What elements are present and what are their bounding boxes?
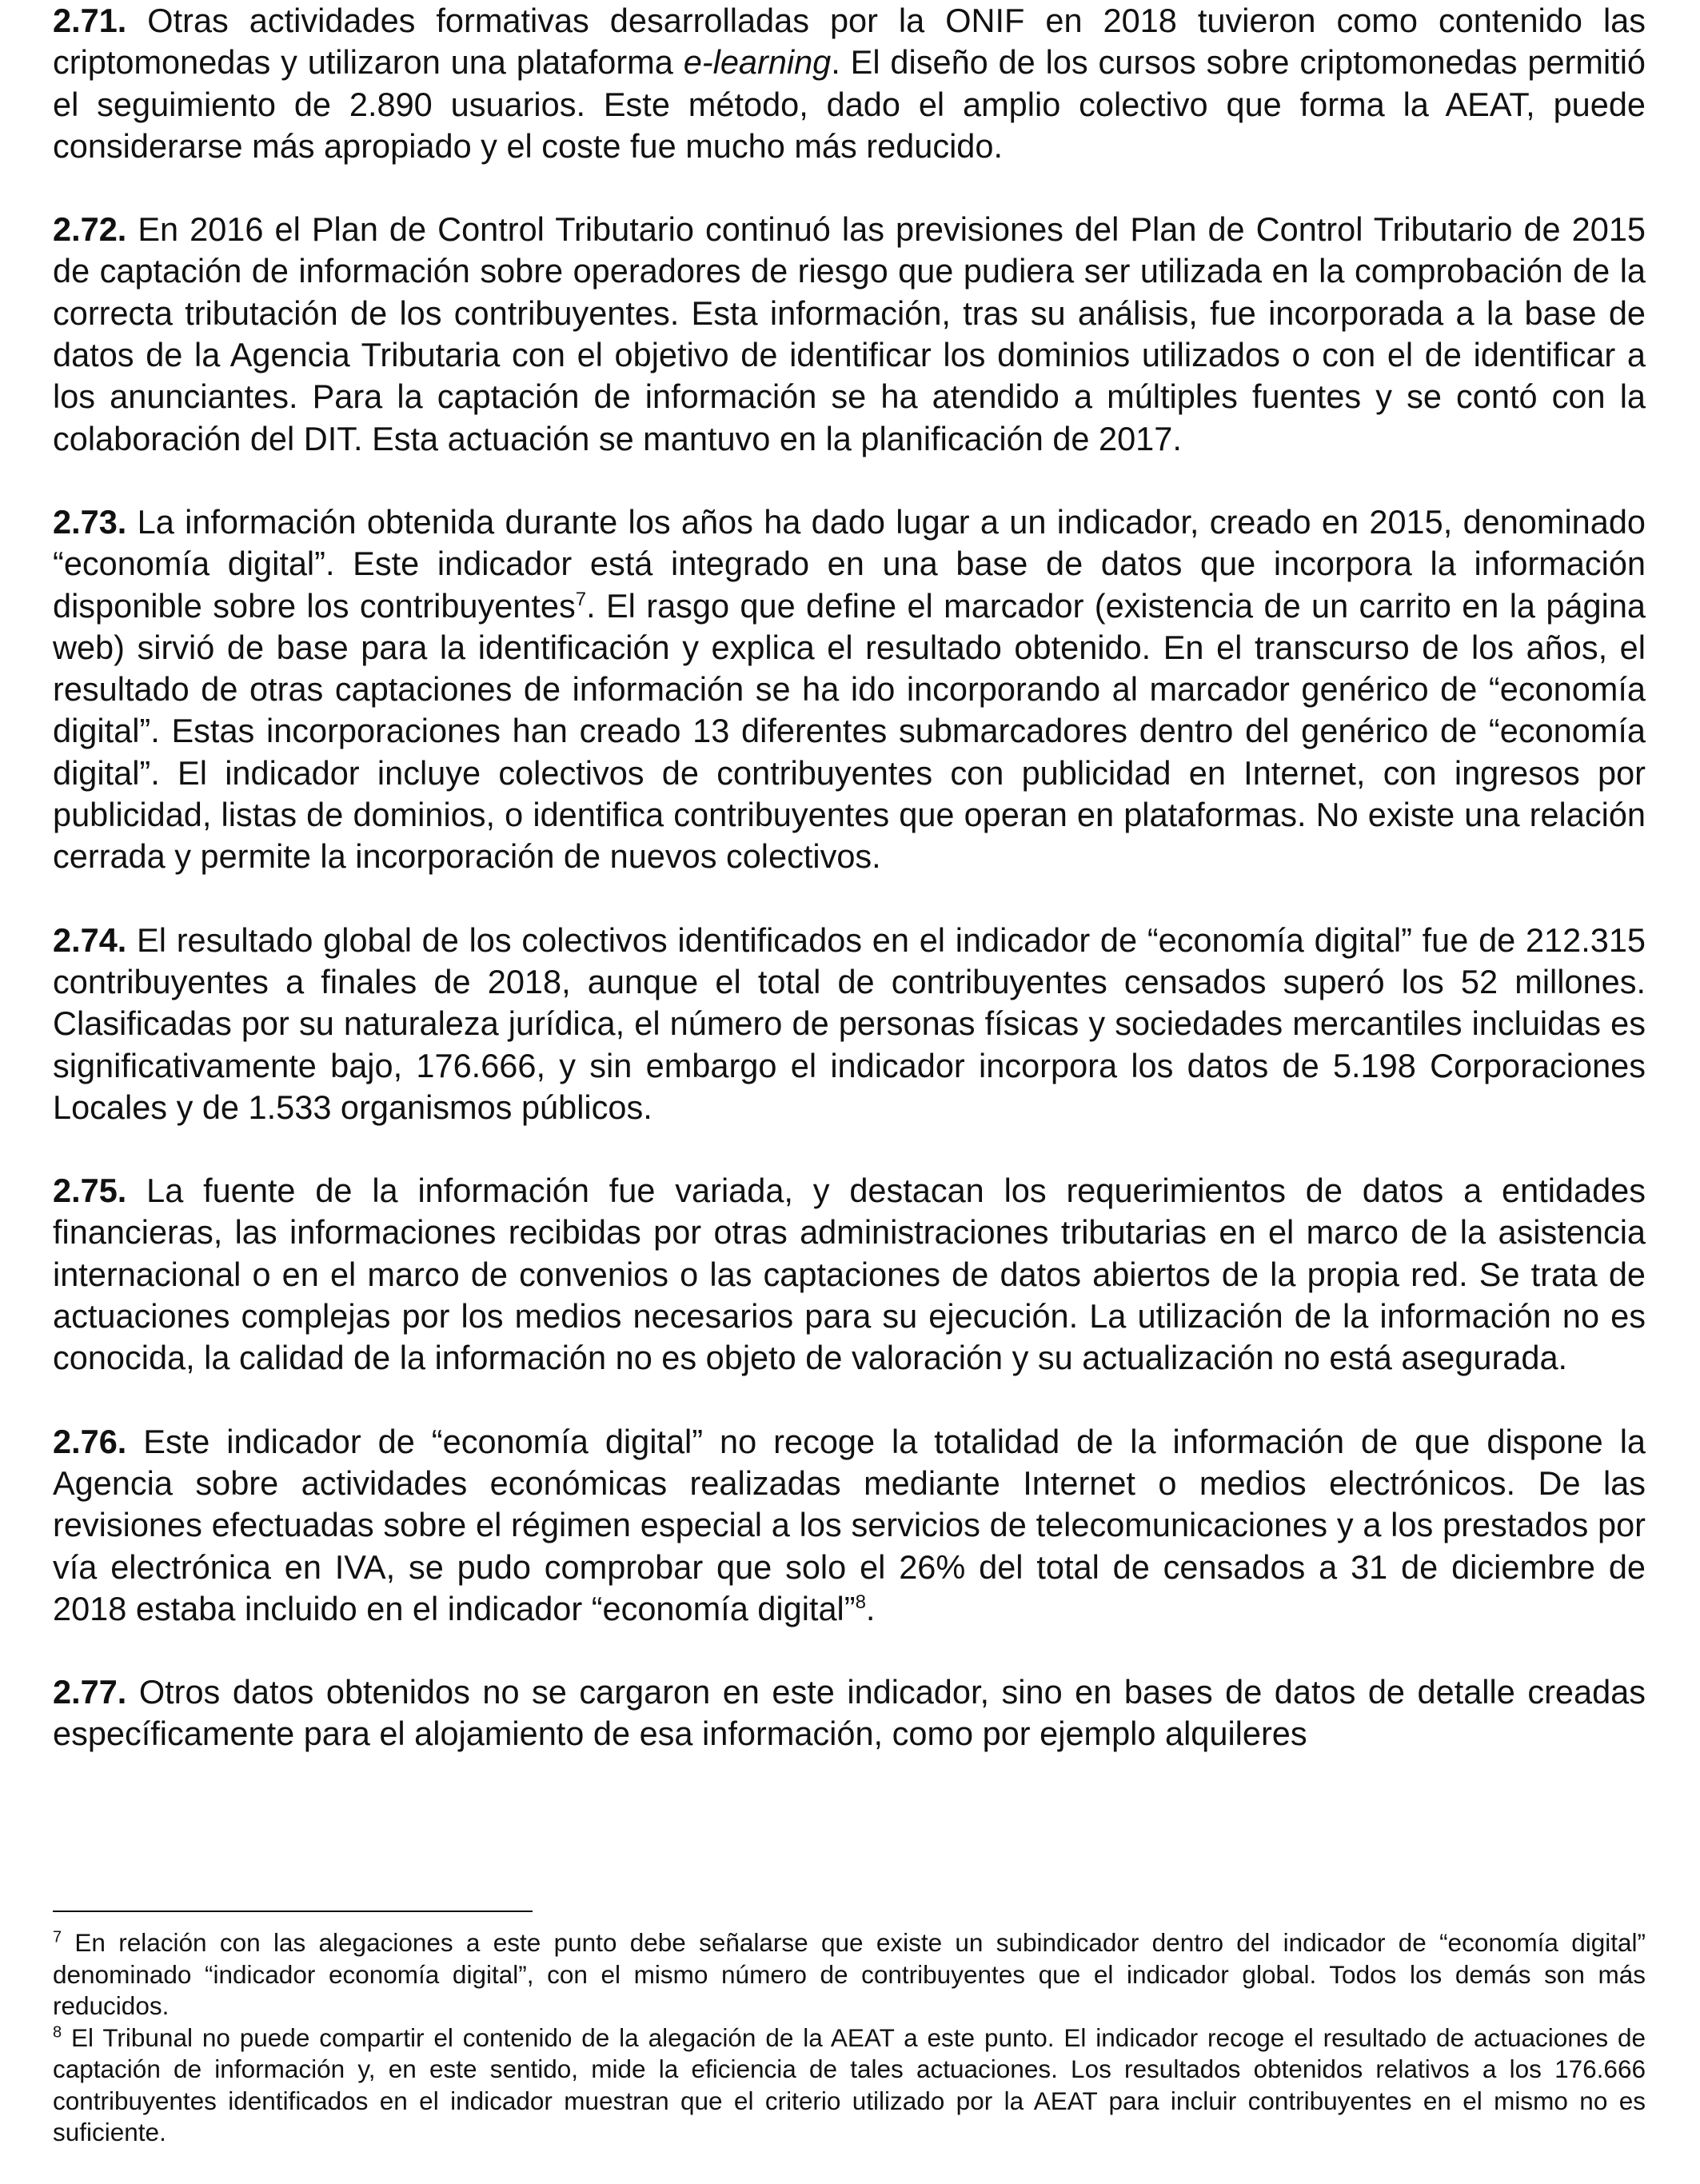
- paragraph-text: Otras actividades formativas desarrolladas por la ONIF en 2018 tuvieron como contenido las criptomonedas y utilizaron una plataforma: [53, 2, 1646, 82]
- paragraph-2-76: [53, 1421, 1646, 1630]
- paragraph-number: 2.73.: [53, 502, 127, 541]
- paragraph-text: Este indicador de “economía digital” no recoge la totalidad de la información de que dispone la Agencia sobre actividades económicas realizadas mediante Internet o medios electrónicos. De las revisiones efectuadas sobre el régimen especial a los servicios de telecomunicaciones y a los prestados por vía electrónica en IVA, se pudo comprobar que solo el 26% del total de censados a 31 de diciembre de 2018 estaba incluido en el indicador “economía digital”: [53, 1422, 1646, 1627]
- footnote-mark: 8: [53, 2023, 62, 2041]
- paragraph-text: El resultado global de los colectivos identificados en el indicador de “economía digital” fue de 212.315 contribuyentes a finales de 2018, aunque el total de contribuyentes censados superó los 52 millones. Clasificadas por su naturaleza jurídica, el número de personas físicas y sociedades mercantiles incluidas es significativamente bajo, 176.666, y sin embargo el indicador incorpora los datos de 5.198 Corporaciones Locales y de 1.533 organismos públicos.: [53, 920, 1646, 1126]
- footnote-mark: 7: [53, 1928, 62, 1946]
- footnote-text: El Tribunal no puede compartir el contenido de la alegación de la AEAT a este punto. El indicador recoge el resultado de actuaciones de captación de información y, en este sentido, mide la eficiencia de tales actuaciones. Los resultados obtenidos relativos a los 176.666 contribuyentes identificados en el indicador muestran que el criterio utilizado por la AEAT para incluir contribuyentes en el mismo no es suficiente.: [53, 2022, 1646, 2146]
- paragraph-2-73: [53, 501, 1646, 878]
- paragraph-text: Otros datos obtenidos no se cargaron en este indicador, sino en bases de datos de detalle creadas específicamente para el alojamiento de esa información, como por ejemplo alquileres: [53, 1673, 1646, 1753]
- paragraph-2-74: [53, 920, 1646, 1128]
- paragraph-number: 2.74.: [53, 920, 127, 959]
- paragraph-number: 2.72.: [53, 210, 127, 249]
- paragraph-2-75: [53, 1170, 1646, 1379]
- footnote-ref-7[interactable]: 7: [575, 588, 587, 610]
- footnote-separator: [53, 1911, 533, 1912]
- paragraph-2-77: [53, 1671, 1646, 1755]
- paragraph-text: La fuente de la información fue variada, y destacan los requerimientos de datos a entidades financieras, las informaciones recibidas por otras administraciones tributarias en el marco de la asistencia internacional o en el marco de convenios o las captaciones de datos abiertos de la propia red. Se trata de actuaciones complejas por los medios necesarios para su ejecución. La utilización de la información no es conocida, la calidad de la información no es objeto de valoración y su actualización no está asegurada.: [53, 1172, 1646, 1377]
- paragraph-text: En 2016 el Plan de Control Tributario continuó las previsiones del Plan de Control Tributario de 2015 de captación de información sobre operadores de riesgo que pudiera ser utilizada en la comprobación de la correcta tributación de los contribuyentes. Esta información, tras su análisis, fue incorporada a la base de datos de la Agencia Tributaria con el objetivo de identificar los dominios utilizados o con el de identificar a los anunciantes. Para la captación de información se ha atendido a múltiples fuentes y se contó con la colaboración del DIT. Esta actuación se mantuvo en la planificación de 2017.: [53, 210, 1646, 457]
- document-body: [53, 0, 1646, 1755]
- paragraph-text: La información obtenida durante los años ha dado lugar a un indicador, creado en 2015, denominado “economía digital”. Este indicador está integrado en una base de datos que incorpora la información disponible sobre los contribuyentes: [53, 502, 1646, 625]
- paragraph-number: 2.71.: [53, 2, 127, 39]
- paragraph-text: .: [865, 1589, 876, 1627]
- paragraph-2-72: [53, 209, 1646, 460]
- footnote-7: [53, 1927, 1646, 2022]
- footnotes-section: [53, 1927, 1646, 2149]
- paragraph-number: 2.77.: [53, 1673, 127, 1711]
- paragraph-text: . El diseño de los cursos sobre criptomonedas permitió el seguimiento de 2.890 usuarios. Este método, dado el amplio colectivo que forma la AEAT, puede considerarse más apropiado y el coste fue mucho más reducido.: [53, 43, 1646, 165]
- footnote-text: En relación con las alegaciones a este punto debe señalarse que existe un subindicador dentro del indicador de “economía digital” denominado “indicador economía digital”, con el mismo número de contribuyentes que el indicador global. Todos los demás son más reducidos.: [53, 1928, 1646, 2020]
- paragraph-number: 2.75.: [53, 1172, 127, 1210]
- paragraph-2-71: [53, 0, 1646, 167]
- footnote-8: [53, 2022, 1646, 2149]
- paragraph-text: . El rasgo que define el marcador (existencia de un carrito en la página web) sirvió de base para la identificación y explica el resultado obtenido. En el transcurso de los años, el resultado de otras captaciones de información se ha ido incorporando al marcador genérico de “economía digital”. Estas incorporaciones han creado 13 diferentes submarcadores dentro del genérico de “economía digital”. El indicador incluye colectivos de contribuyentes con publicidad en Internet, con ingresos por publicidad, listas de dominios, o identifica contribuyentes que operan en plataformas. No existe una relación cerrada y permite la incorporación de nuevos colectivos.: [53, 586, 1646, 876]
- paragraph-number: 2.76.: [53, 1422, 127, 1460]
- paragraph-text-italic: e-learning: [683, 43, 832, 82]
- footnote-ref-8[interactable]: 8: [855, 1591, 866, 1613]
